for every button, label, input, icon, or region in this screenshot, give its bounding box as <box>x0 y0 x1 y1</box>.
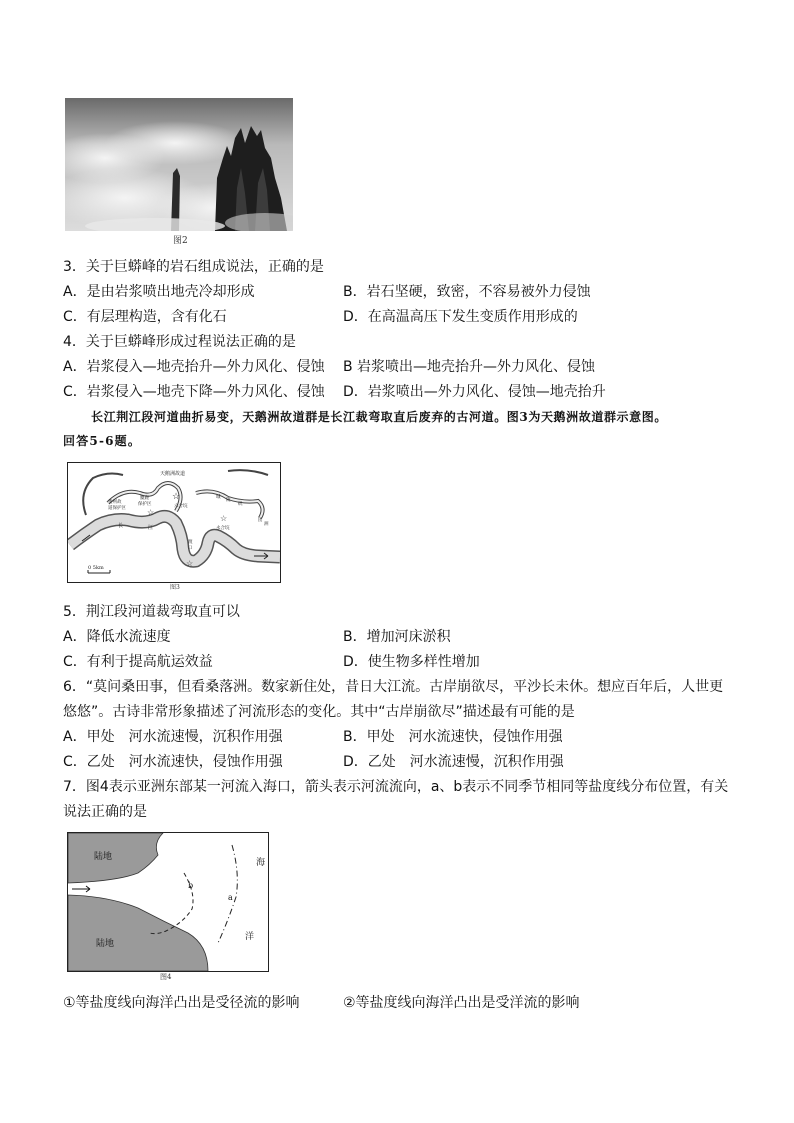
q4-option-d: D．岩浆喷出—外力风化、侵蚀—地壳抬升 <box>343 384 606 400</box>
q3-option-d: D．在高温高压下发生变质作用形成的 <box>343 309 578 325</box>
q6-option-c: C．乙处 河水流速快，侵蚀作用强 <box>63 754 283 770</box>
q6-option-a: A．甲处 河水流速慢，沉积作用强 <box>63 729 283 745</box>
svg-text:☆: ☆ <box>220 514 228 523</box>
svg-text:陵: 陵 <box>226 498 231 503</box>
q3-stem: 3．关于巨蟒峰的岩石组成说法，正确的是 <box>63 259 324 275</box>
label-yellow-reserve: 黄州故 <box>108 500 122 505</box>
svg-text:口: 口 <box>188 546 193 551</box>
q7-stem-line2: 说法正确的是 <box>63 804 147 820</box>
q7-stem-line1: 7．图4表示亚洲东部某一河流入海口，箭头表示河流流向，a、b表示不同季节相同等盐度线分布位置，有关 <box>63 779 729 795</box>
svg-text:保护区: 保护区 <box>138 502 152 507</box>
q3-option-b: B．岩石坚硬，致密，不容易被外力侵蚀 <box>343 284 591 300</box>
river-map-image <box>68 463 280 582</box>
svg-text:城: 城 <box>216 495 221 500</box>
svg-text:洲: 洲 <box>264 522 269 527</box>
q4-option-a: A．岩浆侵入—地壳抬升—外力风化、侵蚀 <box>63 359 325 375</box>
label-isoline-a: a <box>228 893 233 902</box>
map-scale-label: 0 5km <box>88 565 104 571</box>
q5-stem: 5．荆江段河道裁弯取直可以 <box>63 604 240 620</box>
label-isoline-b: b <box>188 881 194 890</box>
figure3-caption: 图3 <box>170 584 180 591</box>
q3-option-a: A．是由岩浆喷出地壳冷却形成 <box>63 284 255 300</box>
label-lugu: 六合垸 <box>174 504 188 509</box>
figure4-diagram <box>67 832 269 972</box>
q3-option-c: C．有层理构造，含有化石 <box>63 309 227 325</box>
svg-text:江: 江 <box>148 525 154 531</box>
q4-option-c: C．岩浆侵入—地壳下降—外力风化、侵蚀 <box>63 384 325 400</box>
q6-option-d: D．乙处 河水流速慢，沉积作用强 <box>343 754 564 770</box>
q5-option-a: A．降低水流速度 <box>63 629 171 645</box>
svg-text:☆: ☆ <box>172 492 181 502</box>
intro-5-6-line1: 长江荆江段河道曲折易变，天鹅洲故道群是长江裁弯取直后废弃的古河道。图3为天鹅洲故道群示意图。 <box>91 410 667 424</box>
q6-stem-line1: 6．“莫问桑田事，但看桑落洲。数家新住处，昔日大江流。古岸崩欲尽，平沙长未休。想应百年后，人世更 <box>63 679 724 695</box>
label-land-bottom: 陆地 <box>96 939 115 949</box>
svg-text:渡: 渡 <box>188 540 193 545</box>
svg-text:长: 长 <box>118 523 124 529</box>
label-land-top: 陆地 <box>94 852 113 862</box>
q6-option-b: B．甲处 河水流速快，侵蚀作用强 <box>343 729 563 745</box>
svg-text:团: 团 <box>258 518 263 523</box>
svg-text:道保护区: 道保护区 <box>108 506 126 511</box>
q5-option-c: C．有利于提高航运效益 <box>63 654 213 670</box>
svg-text:☆: ☆ <box>147 508 155 517</box>
label-ocean: 洋 <box>245 932 255 942</box>
figure2-photo <box>65 98 293 231</box>
label-sea: 海 <box>256 858 266 868</box>
q4-stem: 4．关于巨蟒峰形成过程说法正确的是 <box>63 334 296 350</box>
svg-text:矶: 矶 <box>238 502 243 507</box>
q5-option-b: B．增加河床淤积 <box>343 629 451 645</box>
figure4-caption: 图4 <box>160 973 172 981</box>
figure3-map <box>67 462 281 583</box>
label-reserve: 麋鹿 <box>140 496 149 501</box>
q7-option-2: ②等盐度线向海洋凸出是受洋流的影响 <box>343 995 580 1011</box>
q7-option-1: ①等盐度线向海洋凸出是受径流的影响 <box>63 995 300 1011</box>
figure2-caption: 图2 <box>173 236 188 246</box>
label-yonghe: 永合垸 <box>216 526 230 531</box>
q6-stem-line2: 悠悠”。古诗非常形象描述了河流形态的变化。其中“古岸崩欲尽”描述最有可能的是 <box>63 704 575 720</box>
rock-peak-photo-image <box>65 98 293 231</box>
q5-option-d: D．使生物多样性增加 <box>343 654 480 670</box>
svg-text:☆: ☆ <box>186 559 194 568</box>
intro-5-6-line2: 回答5-6题。 <box>63 434 142 448</box>
q4-option-b: B 岩浆喷出—地壳抬升—外力风化、侵蚀 <box>343 359 596 375</box>
label-old-channel: 天鹅洲故道 <box>160 471 186 477</box>
